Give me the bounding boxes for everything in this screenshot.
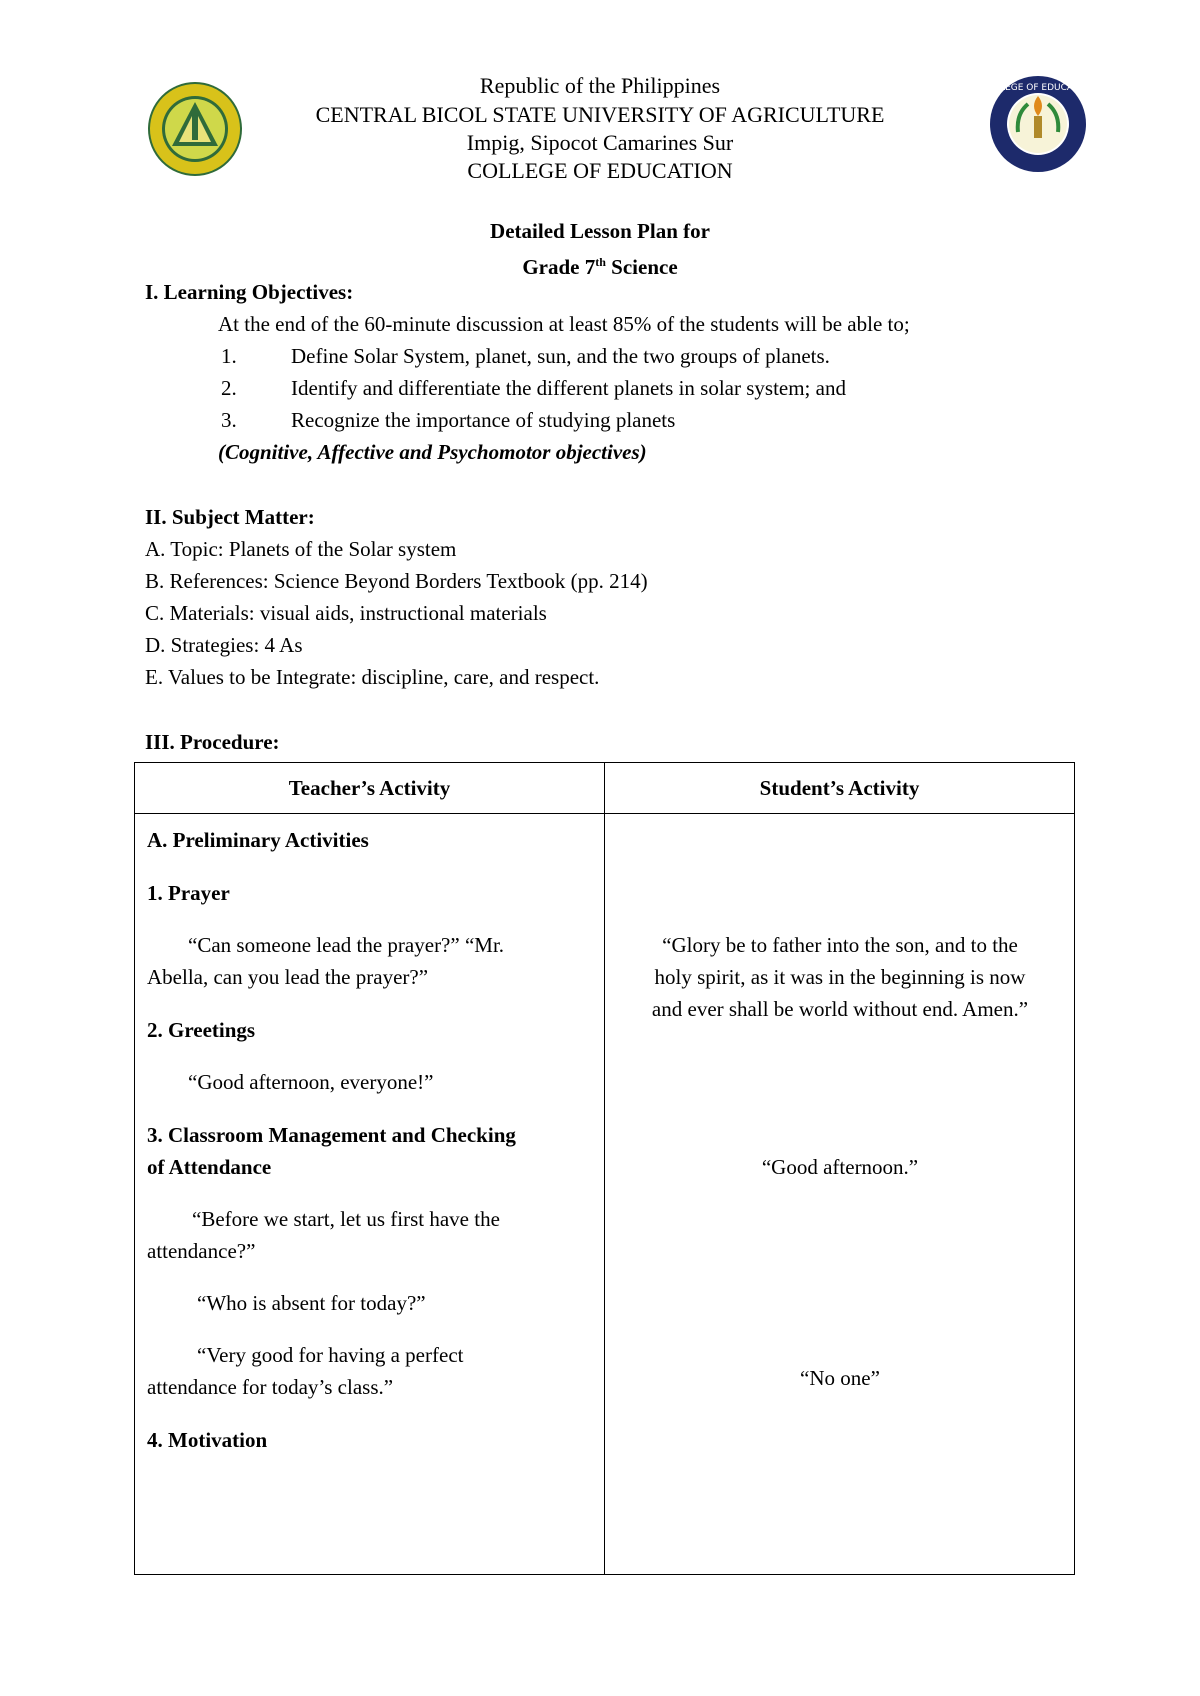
- title-grade-prefix: Grade 7: [522, 255, 596, 279]
- student-prayer-line: holy spirit, as it was in the beginning is now: [654, 965, 1026, 989]
- teacher-attendance-line: attendance?”: [147, 1239, 256, 1263]
- teacher-prayer-line: “Can someone lead the prayer?” “Mr.: [188, 933, 505, 957]
- procedure-heading: III. Procedure:: [145, 730, 280, 754]
- teacher-praise-line: attendance for today’s class.”: [147, 1375, 394, 1399]
- classroom-management-heading: of Attendance: [147, 1155, 272, 1179]
- student-prayer-line: and ever shall be world without end. Amen.”: [651, 997, 1029, 1021]
- header-university: CENTRAL BICOL STATE UNIVERSITY OF AGRICULTURE: [315, 102, 885, 127]
- subject-materials: C. Materials: visual aids, instructional materials: [145, 601, 547, 625]
- teacher-prayer-line: Abella, can you lead the prayer?”: [147, 965, 429, 989]
- objectives-intro: At the end of the 60-minute discussion at least 85% of the students will be able to;: [218, 312, 910, 336]
- subject-strategies: D. Strategies: 4 As: [145, 633, 303, 657]
- objective-text: Define Solar System, planet, sun, and the two groups of planets.: [291, 344, 830, 368]
- teacher-praise-line: “Very good for having a perfect: [197, 1343, 464, 1367]
- objective-number: 3.: [221, 408, 237, 432]
- title-grade-suffix: Science: [605, 255, 678, 279]
- subject-values: E. Values to be Integrate: discipline, care, and respect.: [145, 665, 600, 689]
- title-grade-sup: th: [595, 255, 606, 269]
- objective-text: Recognize the importance of studying planets: [291, 408, 676, 432]
- subject-topic: A. Topic: Planets of the Solar system: [145, 537, 457, 561]
- motivation-heading: 4. Motivation: [147, 1428, 268, 1452]
- header-address: Impig, Sipocot Camarines Sur: [466, 130, 734, 155]
- seal-ring-text: COLLEGE OF EDUCATION: [981, 83, 1095, 93]
- objective-item: [221, 376, 846, 401]
- student-activity-header: Student’s Activity: [605, 763, 1075, 814]
- teacher-activity-cell: [135, 814, 605, 1575]
- student-prayer-line: “Glory be to father into the son, and to the: [662, 933, 1018, 957]
- objective-item: [221, 408, 676, 433]
- teacher-greeting: “Good afternoon, everyone!”: [188, 1070, 434, 1094]
- classroom-management-heading: 3. Classroom Management and Checking: [147, 1123, 516, 1147]
- title-line1: Detailed Lesson Plan for: [490, 219, 710, 243]
- objectives-heading: I. Learning Objectives:: [145, 280, 354, 304]
- preliminary-activities-heading: A. Preliminary Activities: [147, 828, 369, 852]
- teacher-activity-header: Teacher’s Activity: [135, 763, 605, 814]
- header-college: COLLEGE OF EDUCATION: [467, 158, 733, 183]
- student-absent-answer: “No one”: [800, 1366, 880, 1390]
- objective-number: 1.: [221, 344, 237, 368]
- objectives-note: (Cognitive, Affective and Psychomotor objectives): [218, 440, 647, 464]
- greetings-heading: 2. Greetings: [147, 1018, 256, 1042]
- subject-references: B. References: Science Beyond Borders Textbook (pp. 214): [145, 569, 648, 593]
- prayer-heading: 1. Prayer: [147, 881, 230, 905]
- objective-number: 2.: [221, 376, 237, 400]
- header-republic: Republic of the Philippines: [479, 73, 721, 98]
- teacher-absent-question: “Who is absent for today?”: [197, 1291, 426, 1315]
- objective-text: Identify and differentiate the different planets in solar system; and: [291, 376, 846, 400]
- title-grade: [0, 248, 1200, 281]
- subject-matter-heading: II. Subject Matter:: [145, 505, 315, 529]
- teacher-attendance-line: “Before we start, let us first have the: [192, 1207, 500, 1231]
- student-greeting: “Good afternoon.”: [761, 1155, 919, 1179]
- objective-item: [221, 344, 830, 369]
- student-activity-cell: [605, 814, 1075, 1575]
- procedure-table: [134, 762, 1075, 1575]
